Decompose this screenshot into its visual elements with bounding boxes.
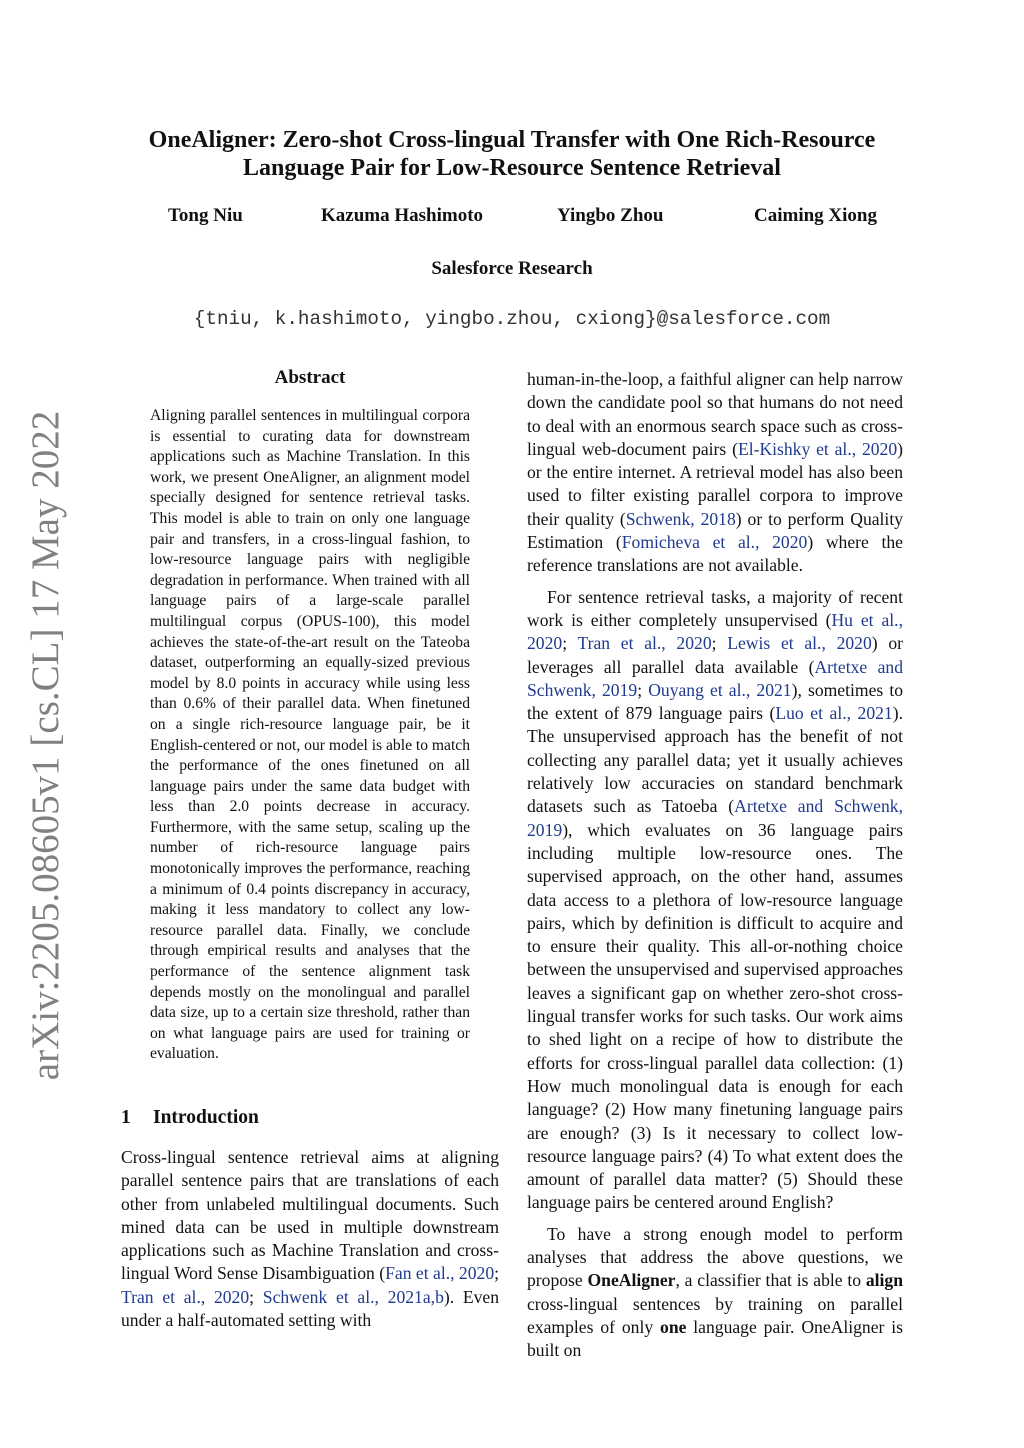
body-text: ). The unsupervised approach has the benefit of not collecting any parallel data; yet it usually achieves relatively low accuracies on standard benchmark datasets such as Tatoeba ( <box>527 703 903 817</box>
paper-title <box>100 126 924 182</box>
intro-paragraph-1 <box>527 368 903 578</box>
body-text: ; <box>562 633 578 654</box>
body-text: To have a strong enough model to perform analyses that address the above questions, we propose <box>527 1223 903 1291</box>
body-text: ; <box>711 633 728 654</box>
body-text: cross-lingual sentences by training on parallel examples of only <box>527 1293 903 1337</box>
citation-link[interactable]: Luo et al., 2021 <box>775 703 893 724</box>
body-text: ), sometimes to the extent of 879 language pairs ( <box>527 679 904 724</box>
citation-link[interactable]: Ouyang et al., 2021 <box>648 679 792 700</box>
intro-paragraph-3 <box>527 1223 903 1363</box>
bold-term: one <box>660 1316 687 1337</box>
body-text: ; <box>494 1263 500 1284</box>
body-text: ) where the reference translations are not available. <box>527 532 903 576</box>
citation-link[interactable]: Tran et al., 2020 <box>577 633 712 654</box>
citation-link[interactable]: El-Kishky et al., 2020 <box>737 438 898 459</box>
bold-term: OneAligner <box>587 1270 676 1291</box>
citation-link[interactable]: b <box>435 1286 444 1307</box>
author-name: Tong Niu <box>168 205 243 226</box>
body-text: language pair. OneAligner is built on <box>527 1316 903 1361</box>
email-addresses: {tniu, k.hashimoto, yingbo.zhou, cxiong}@salesforce.com <box>193 308 831 330</box>
intro-paragraph-left <box>121 1146 499 1332</box>
body-text: ). Even under a half-automated setting with <box>121 1286 499 1331</box>
section-heading <box>121 1107 259 1129</box>
author-name: Caiming Xiong <box>754 205 877 226</box>
section-number: 1 <box>121 1107 131 1128</box>
abstract-heading: Abstract <box>274 367 346 388</box>
body-text: ), which evaluates on 36 language pairs including multiple low-resource ones. The supervised approach, on the other hand, assumes data access to a plethora of low-resource language pairs, which by definition is difficult to acquire and to ensure their quality. This all-or-nothing choice between the unsupervised and supervised approaches leaves a significant gap on whether zero-shot cross-lingual transfer works for such tasks. Our work aims to shed light on a recipe of how to distribute the efforts for cross-lingual parallel data collection: (1) How much monolingual data is enough for each language? (2) How many finetuning language pairs are enough? (3) Is it necessary to collect low-resource language pairs? (4) To what extent does the amount of parallel data matter? (5) Should these language pairs be centered around English? <box>527 819 903 1213</box>
body-text: ) or to perform Quality Estimation ( <box>527 508 904 553</box>
body-text: ) or the entire internet. A retrieval model has also been used to filter existing parallel corpora to improve their quality ( <box>527 438 903 529</box>
citation-link[interactable]: Tran et al., 2020 <box>121 1286 250 1307</box>
affiliation: Salesforce Research <box>431 258 593 279</box>
citation-link[interactable]: Schwenk et al., 2021a <box>262 1286 431 1307</box>
citation-link[interactable]: Schwenk, 2018 <box>625 508 736 529</box>
citation-link[interactable]: Fan et al., 2020 <box>385 1263 495 1284</box>
author-name: Yingbo Zhou <box>557 205 664 226</box>
body-text: Cross-lingual sentence retrieval aims at aligning parallel sentence pairs that are translations of each other from unlabeled multilingual documents. Such mined data can be used in multiple downstream applications such as Machine Translation and cross-lingual Word Sense Disambiguation ( <box>121 1147 499 1284</box>
abstract-body: Aligning parallel sentences in multilingual corpora is essential to curating data for downstream applications such as Machine Translation. In this work, we present OneAligner, an alignment model specially designed for sentence retrieval tasks. This model is able to train on only one language pair and transfers, in a cross-lingual fashion, to low-resource language pairs with negligible degradation in performance. When trained with all language pairs of a large-scale parallel multilingual corpus (OPUS-100), this model achieves the state-of-the-art result on the Tateoba dataset, outperforming an equally-sized previous model by 8.0 points in accuracy while using less than 0.6% of their parallel data. When finetuned on a single rich-resource language pair, be it English-centered or not, our model is able to match the performance of the ones finetuned on all language pairs under the same data budget with less than 2.0 points decrease in accuracy. Furthermore, with the same setup, scaling up the number of rich-resource language pairs monotonically improves the performance, reaching a minimum of 0.4 points discrepancy in accuracy, making it less mandatory to collect any low-resource parallel data. Finally, we conclude through empirical results and analyses that the performance of the sentence alignment task depends mostly on the monolingual and parallel data size, up to a certain size threshold, rather than on what language pairs are used for training or evaluation. <box>150 407 471 1063</box>
author-list <box>120 205 904 229</box>
citation-link[interactable]: Artetxe and Schwenk, 2019 <box>527 656 903 700</box>
citation-link[interactable]: Lewis et al., 2020 <box>727 633 872 654</box>
arxiv-stamp <box>16 410 76 1080</box>
citation-link[interactable]: Hu et al., 2020 <box>527 609 903 654</box>
section-title: Introduction <box>153 1107 259 1128</box>
citation-link[interactable]: Fomicheva et al., 2020 <box>621 532 808 553</box>
body-text: ; <box>249 1286 263 1307</box>
body-text: , a classifier that is able to <box>675 1270 866 1291</box>
body-text: ; <box>637 679 649 700</box>
author-name: Kazuma Hashimoto <box>321 205 484 226</box>
arxiv-id: arXiv:2205.08605v1 [cs.CL] 17 May 2022 <box>24 410 68 1080</box>
bold-term: align <box>865 1270 903 1291</box>
right-column <box>527 368 903 1362</box>
title-line-1: OneAligner: Zero-shot Cross-lingual Transfer with One Rich-Resource <box>148 127 876 153</box>
body-text: For sentence retrieval tasks, a majority of recent work is either completely unsupervised ( <box>527 586 903 630</box>
intro-paragraph-2 <box>527 586 903 1215</box>
citation-link[interactable]: Artetxe and Schwenk, 2019 <box>527 796 903 840</box>
body-text: ) or leverages all parallel data available ( <box>527 633 903 677</box>
body-text: , <box>430 1286 436 1307</box>
title-line-2: Language Pair for Low-Resource Sentence Retrieval <box>243 155 781 181</box>
body-text: human-in-the-loop, a faithful aligner can help narrow down the candidate pool so that humans do not need to deal with an enormous search space such as cross-lingual web-document pairs ( <box>527 369 903 459</box>
